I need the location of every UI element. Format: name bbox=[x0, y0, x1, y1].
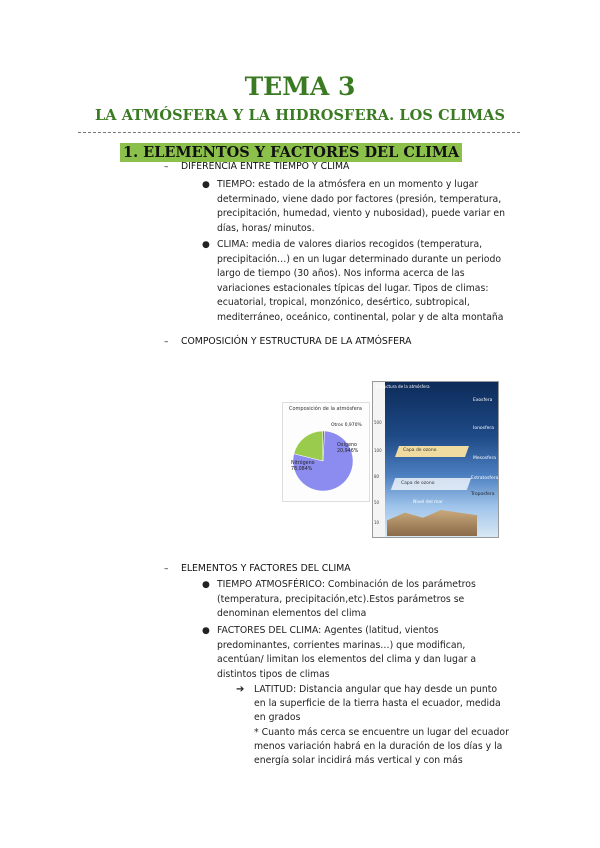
text-line: largo de tiempo (30 años). Nos informa acerca de las bbox=[217, 268, 465, 280]
diagram-feature-label: Nivel del mar bbox=[413, 500, 444, 505]
pie-title: Composición de la atmósfera bbox=[289, 406, 363, 412]
bullet-dot: ● bbox=[202, 626, 210, 636]
text-line: denominan elementos del clima bbox=[217, 608, 367, 620]
diagram-tick: 50 bbox=[374, 500, 380, 505]
diagram-tick: 500 bbox=[374, 420, 382, 425]
text-line: CLIMA: media de valores diarios recogidos (temperatura, bbox=[217, 239, 483, 250]
bullet-dot: ● bbox=[202, 180, 210, 190]
text-line: distintos tipos de climas bbox=[217, 668, 330, 680]
dash-label: ELEMENTOS Y FACTORES DEL CLIMA bbox=[181, 563, 351, 574]
diagram-feature-label: Capa de ozono bbox=[401, 481, 435, 486]
text-line: LATITUD: Distancia angular que hay desde un punto bbox=[254, 684, 498, 695]
dash-label: COMPOSICIÓN Y ESTRUCTURA DE LA ATMÓSFERA bbox=[181, 336, 412, 347]
diagram-altitude-axis bbox=[373, 382, 385, 537]
dash-item-elementos bbox=[164, 563, 351, 575]
dash-marker: – bbox=[164, 564, 169, 574]
bullet-tiempo-atmosferico bbox=[202, 578, 537, 622]
text-line: días, horas/ minutos. bbox=[217, 222, 315, 234]
text-line: TIEMPO: estado de la atmósfera en un momento y lugar bbox=[217, 179, 479, 190]
text-line: en grados bbox=[254, 712, 301, 724]
text-line: variaciones estacionales típicas del lugar. Tipos de climas: bbox=[217, 282, 489, 294]
pie-chart-figure bbox=[282, 402, 370, 502]
pie-label-otros: Otros 0,970% bbox=[331, 423, 362, 428]
dash-marker: – bbox=[164, 162, 169, 172]
atmosphere-structure-diagram bbox=[372, 381, 499, 538]
diagram-layer-label: Estratosfera bbox=[471, 476, 499, 481]
diagram-feature-label: Capa de ozono bbox=[403, 448, 437, 453]
divider bbox=[78, 132, 520, 133]
dash-item-tiempo-clima bbox=[164, 161, 350, 173]
text-line: menos variación habrá en la duración de los días y la bbox=[254, 740, 503, 752]
page-title: TEMA 3 bbox=[244, 72, 356, 101]
section-heading: 1. ELEMENTOS Y FACTORES DEL CLIMA bbox=[120, 143, 462, 162]
diagram-layer-label: Exosfera bbox=[473, 398, 493, 403]
bullet-tiempo bbox=[202, 178, 537, 236]
bullet-factores bbox=[202, 624, 537, 682]
diagram-tick: 100 bbox=[374, 448, 382, 453]
diagram-tick: 10 bbox=[374, 520, 380, 525]
pie-label-nitrogeno: Nitrógeno 78,084% bbox=[291, 461, 315, 472]
arrow-icon: ➔ bbox=[236, 684, 245, 695]
text-line: en la superficie de la tierra hasta el ecuador, medida bbox=[254, 698, 501, 710]
text-line: ecuatorial, tropical, monzónico, desértico, subtropical, bbox=[217, 297, 470, 309]
ground-section bbox=[387, 510, 477, 536]
text-line: precipitación…) en un lugar determinado durante un periodo bbox=[217, 253, 502, 265]
bullet-clima bbox=[202, 238, 537, 326]
text-line: energía solar incidirá más vertical y con más bbox=[254, 755, 463, 767]
diagram-header: Estructura de la atmósfera bbox=[376, 384, 430, 389]
text-line: acentúan/ limitan los elementos del clima y dan lugar a bbox=[217, 654, 477, 666]
dash-item-composicion bbox=[164, 336, 412, 348]
pie-label-oxigeno: Oxígeno 20,946% bbox=[337, 443, 359, 454]
diagram-tick: 80 bbox=[374, 474, 380, 479]
text-line: * Cuanto más cerca se encuentre un lugar del ecuador bbox=[254, 726, 509, 738]
text-line: FACTORES DEL CLIMA: Agentes (latitud, vientos bbox=[217, 625, 439, 636]
arrow-item-latitud bbox=[236, 683, 544, 768]
bullet-dot: ● bbox=[202, 240, 210, 250]
bullet-dot: ● bbox=[202, 580, 210, 590]
text-line: precipitación, humedad, viento y nubosidad), puede variar en bbox=[217, 208, 505, 220]
text-line: TIEMPO ATMOSFÉRICO: Combinación de los parámetros bbox=[217, 579, 476, 590]
text-line: mediterráneo, oceánico, continental, polar y de alta montaña bbox=[217, 311, 504, 323]
page-subtitle: LA ATMÓSFERA Y LA HIDROSFERA. LOS CLIMAS bbox=[94, 107, 506, 124]
diagram-layer-label: Troposfera bbox=[471, 492, 495, 497]
diagram-layer-label: Mesosfera bbox=[473, 456, 497, 461]
dash-marker: – bbox=[164, 337, 169, 347]
text-line: (temperatura, precipitación,etc).Estos parámetros se bbox=[217, 593, 465, 605]
diagram-layer-label: Ionosfera bbox=[473, 426, 494, 431]
dash-label: DIFERENCIA ENTRE TIEMPO Y CLIMA bbox=[181, 161, 350, 172]
text-line: predominantes, corrientes marinas…) que modifican, bbox=[217, 639, 466, 651]
text-line: determinado, viene dado por factores (presión, temperatura, bbox=[217, 193, 502, 205]
